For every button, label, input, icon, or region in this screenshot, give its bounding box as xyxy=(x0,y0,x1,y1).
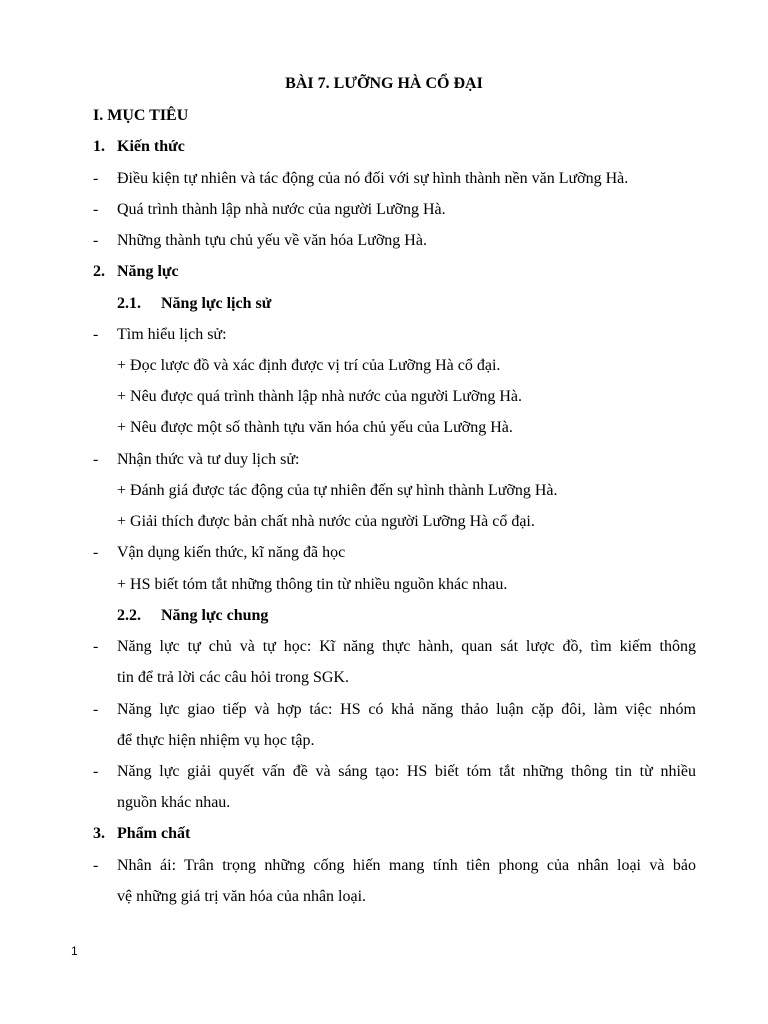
list-item-text: Năng lực giao tiếp và hợp tác: HS có khả năng thảo luận cặp đôi, làm việc nhóm xyxy=(117,701,696,718)
heading-text: Phẩm chất xyxy=(117,825,191,842)
list-item-text: Vận dụng kiến thức, kĩ năng đã học xyxy=(117,544,346,561)
heading-text: Kiến thức xyxy=(117,138,185,155)
section-heading-muc-tieu: I. MỤC TIÊU xyxy=(93,107,189,124)
subheading-number: 2.1. xyxy=(117,295,141,312)
subheading-text: Năng lực chung xyxy=(161,607,269,624)
page-number: 1 xyxy=(71,944,78,958)
list-item-text: Năng lực giải quyết vấn đề và sáng tạo: HS biết tóm tắt những thông tin từ nhiều xyxy=(117,763,696,780)
sub-list-item: + Đánh giá được tác động của tự nhiên đến sự hình thành Lưỡng Hà. xyxy=(117,482,558,499)
list-item-continuation: để thực hiện nhiệm vụ học tập. xyxy=(117,732,315,749)
bullet-dash: - xyxy=(93,326,99,343)
lesson-title: BÀI 7. LƯỠNG HÀ CỔ ĐẠI xyxy=(285,75,483,92)
sub-list-item: + HS biết tóm tắt những thông tin từ nhiều nguồn khác nhau. xyxy=(117,576,508,593)
sub-list-item: + Nêu được quá trình thành lập nhà nước của người Lưỡng Hà. xyxy=(117,388,523,405)
list-item-text: Nhân ái: Trân trọng những cống hiến mang tính tiên phong của nhân loại và bảo xyxy=(117,857,696,874)
list-item-text: Năng lực tự chủ và tự học: Kĩ năng thực hành, quan sát lược đồ, tìm kiếm thông xyxy=(117,638,696,655)
list-item-text: Nhận thức và tư duy lịch sử: xyxy=(117,451,300,468)
sub-list-item: + Giải thích được bản chất nhà nước của người Lưỡng Hà cổ đại. xyxy=(117,513,535,530)
bullet-dash: - xyxy=(93,544,99,561)
bullet-dash: - xyxy=(93,701,99,718)
list-item-text: Điều kiện tự nhiên và tác động của nó đối với sự hình thành nền văn Lưỡng Hà. xyxy=(117,170,629,187)
heading-number: 2. xyxy=(93,263,105,280)
sub-list-item: + Nêu được một số thành tựu văn hóa chủ yếu của Lưỡng Hà. xyxy=(117,419,513,436)
bullet-dash: - xyxy=(93,763,99,780)
subheading-number: 2.2. xyxy=(117,607,141,624)
bullet-dash: - xyxy=(93,201,99,218)
list-item-text: Tìm hiểu lịch sử: xyxy=(117,326,227,343)
bullet-dash: - xyxy=(93,170,99,187)
bullet-dash: - xyxy=(93,232,99,249)
list-item-continuation: nguồn khác nhau. xyxy=(117,794,231,811)
list-item-text: Quá trình thành lập nhà nước của người Lưỡng Hà. xyxy=(117,201,446,218)
bullet-dash: - xyxy=(93,638,99,655)
list-item-text: Những thành tựu chủ yếu về văn hóa Lưỡng Hà. xyxy=(117,232,427,249)
sub-list-item: + Đọc lược đồ và xác định được vị trí của Lưỡng Hà cổ đại. xyxy=(117,357,501,374)
list-item-continuation: vệ những giá trị văn hóa của nhân loại. xyxy=(117,888,367,905)
subheading-text: Năng lực lịch sử xyxy=(161,295,272,312)
list-item-continuation: tin để trả lời các câu hỏi trong SGK. xyxy=(117,669,349,686)
heading-number: 1. xyxy=(93,138,105,155)
bullet-dash: - xyxy=(93,451,99,468)
heading-number: 3. xyxy=(93,825,105,842)
bullet-dash: - xyxy=(93,857,99,874)
heading-text: Năng lực xyxy=(117,263,179,280)
